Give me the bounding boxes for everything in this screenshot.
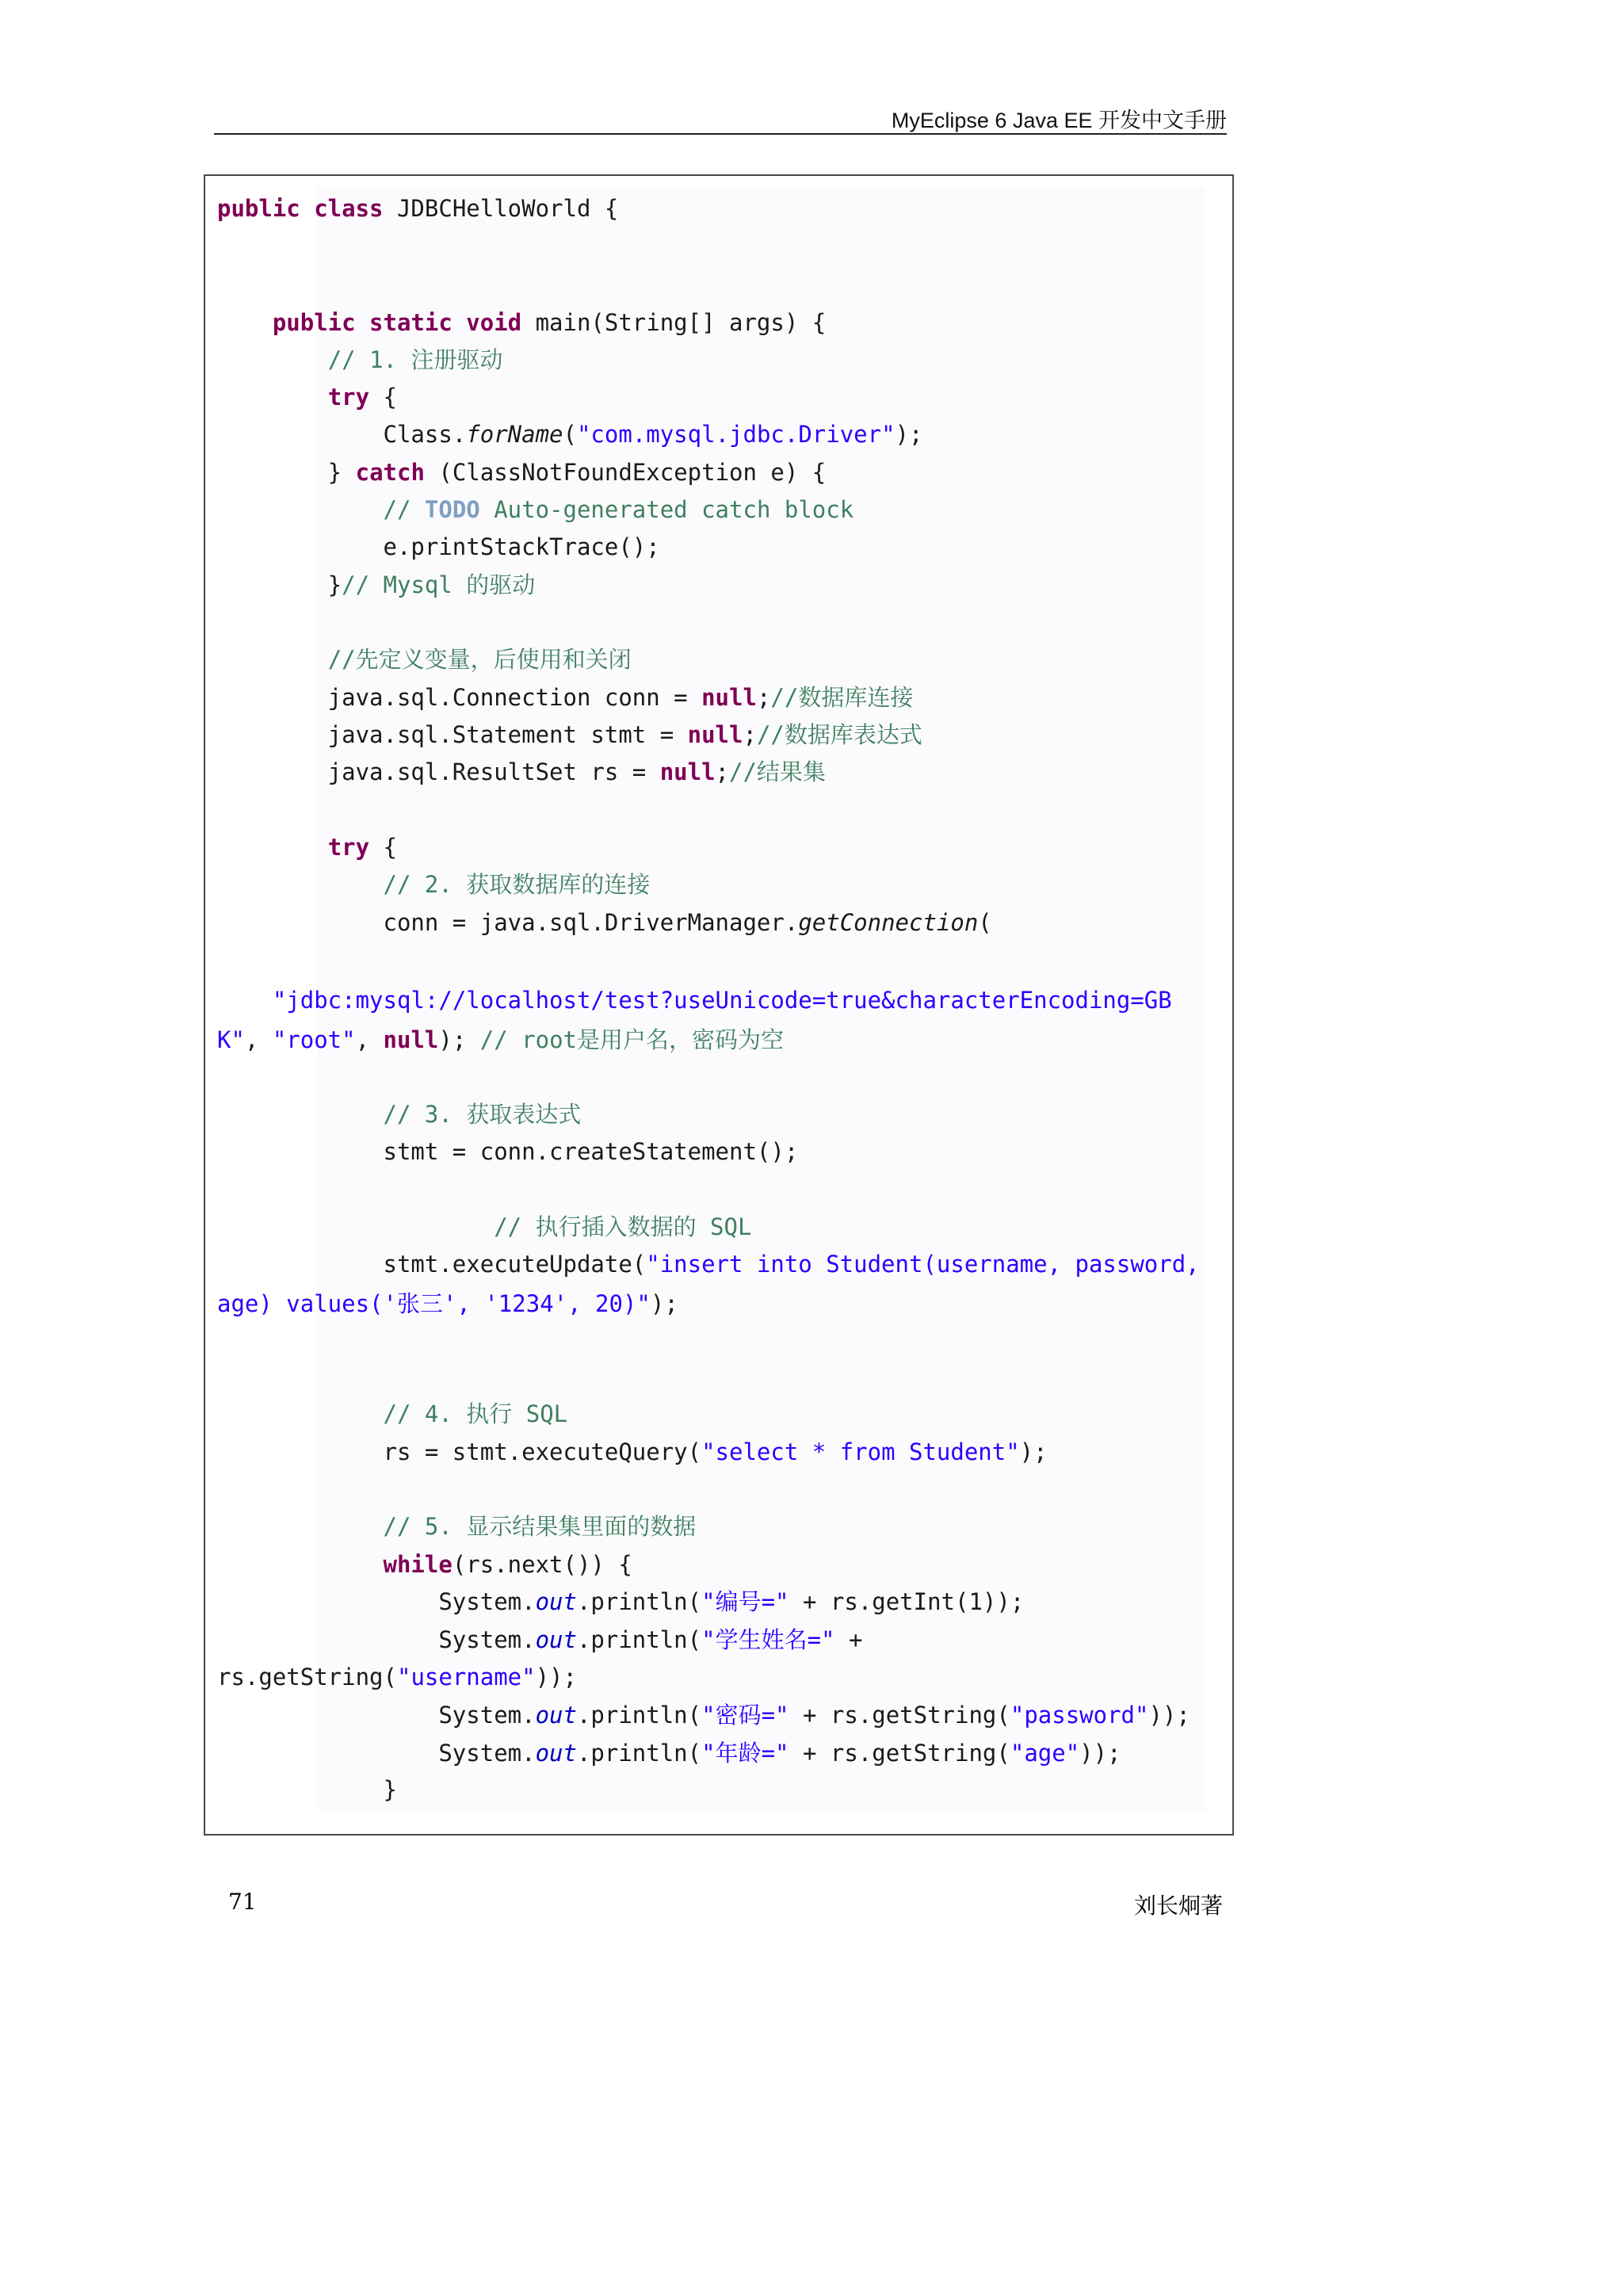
code-token: , xyxy=(244,1026,273,1053)
code-token: rs.getString( xyxy=(217,1664,397,1690)
page-number: 71 xyxy=(228,1889,257,1915)
code-token: public class xyxy=(217,195,384,222)
code-token xyxy=(217,1513,384,1540)
code-token: getConnection xyxy=(798,909,979,936)
code-token xyxy=(217,1400,384,1427)
code-line xyxy=(217,719,922,751)
code-token: e.printStackTrace(); xyxy=(217,533,660,560)
code-token: "年龄=" xyxy=(701,1740,789,1767)
code-token: + xyxy=(834,1626,863,1653)
code-line xyxy=(217,1549,632,1580)
code-token: ( xyxy=(978,909,992,936)
code-token: rs = stmt.executeQuery( xyxy=(217,1438,702,1465)
code-token: // 执行插入数据的 SQL xyxy=(494,1213,752,1240)
code-token: out xyxy=(535,1588,577,1615)
code-token: conn = java.sql.DriverManager. xyxy=(217,909,799,936)
code-token: "密码=" xyxy=(701,1702,789,1729)
code-token: ); xyxy=(650,1290,678,1317)
code-token: (rs.next()) { xyxy=(452,1551,632,1578)
code-token: out xyxy=(535,1702,577,1729)
code-token: null xyxy=(687,721,743,748)
code-token: //先定义变量，后使用和关闭 xyxy=(327,646,632,673)
code-token xyxy=(217,384,328,411)
code-line xyxy=(217,1398,567,1430)
code-token: // 2. 获取数据库的连接 xyxy=(383,871,651,898)
code-token: System. xyxy=(217,1626,536,1653)
code-line xyxy=(217,457,826,488)
code-token xyxy=(217,987,273,1014)
code-token: stmt = conn.createStatement(); xyxy=(217,1138,799,1165)
code-token: //结果集 xyxy=(729,758,826,785)
code-token xyxy=(217,834,328,861)
code-token: ( xyxy=(563,421,577,448)
code-token xyxy=(217,496,384,523)
code-token: K" xyxy=(217,1026,245,1053)
code-token: // 5. 显示结果集里面的数据 xyxy=(383,1513,697,1540)
code-token: "password" xyxy=(1010,1702,1149,1729)
code-line xyxy=(217,531,660,563)
code-token: while xyxy=(383,1551,453,1578)
code-token: ); xyxy=(438,1026,480,1053)
code-token xyxy=(217,871,384,898)
code-token: "学生姓名=" xyxy=(701,1626,835,1653)
code-line xyxy=(217,1211,751,1243)
code-token xyxy=(217,1551,384,1578)
code-line xyxy=(217,381,397,413)
code-token xyxy=(217,346,328,373)
code-line xyxy=(217,1624,862,1656)
code-token: Class. xyxy=(217,421,467,448)
code-token: System. xyxy=(217,1588,536,1615)
code-token: "select * from Student" xyxy=(701,1438,1020,1465)
code-token: (ClassNotFoundException e) { xyxy=(424,459,827,486)
code-token: main(String[] args) { xyxy=(521,309,827,336)
code-line xyxy=(217,869,650,900)
code-token: // 1. 注册驱动 xyxy=(327,346,503,373)
code-token: ; xyxy=(715,758,730,785)
code-token: //数据库连接 xyxy=(770,684,914,711)
code-token: out xyxy=(535,1626,577,1653)
code-token: )); xyxy=(535,1664,577,1690)
code-token: .println( xyxy=(576,1740,702,1767)
code-token: ; xyxy=(756,684,771,711)
code-token: null xyxy=(383,1026,439,1053)
code-token: "jdbc:mysql://localhost/test?useUnicode=true&characterEncoding=GB xyxy=(272,987,1172,1014)
code-token: } xyxy=(217,459,356,486)
code-token xyxy=(217,309,273,336)
code-token: "username" xyxy=(396,1664,536,1690)
code-line xyxy=(217,1436,1048,1468)
code-line xyxy=(217,1737,1121,1769)
code-token: java.sql.ResultSet rs = xyxy=(217,758,660,785)
code-line xyxy=(217,307,826,338)
code-token: java.sql.Statement stmt = xyxy=(217,721,688,748)
code-token: Auto-generated catch block xyxy=(479,496,854,523)
code-token: )); xyxy=(1079,1740,1121,1767)
code-token: + rs.getString( xyxy=(789,1740,1010,1767)
code-token: { xyxy=(369,834,397,861)
code-token: out xyxy=(535,1740,577,1767)
code-token: ); xyxy=(1019,1438,1048,1465)
code-line xyxy=(217,1288,678,1320)
code-token: + rs.getInt(1)); xyxy=(789,1588,1025,1615)
page-header: MyEclipse 6 Java EE 开发中文手册 xyxy=(891,109,1227,132)
code-token: { xyxy=(369,384,397,411)
code-token: "age" xyxy=(1010,1740,1080,1767)
code-token xyxy=(217,1213,494,1240)
code-token xyxy=(217,1101,384,1128)
code-token: null xyxy=(701,684,757,711)
code-token: stmt.executeUpdate( xyxy=(217,1251,647,1278)
code-token: .println( xyxy=(576,1702,702,1729)
code-line xyxy=(217,193,618,224)
code-line xyxy=(217,1248,1200,1280)
header-divider xyxy=(214,133,1227,135)
code-token: public static void xyxy=(272,309,522,336)
code-token: .println( xyxy=(576,1626,702,1653)
code-line xyxy=(217,1511,696,1542)
code-token: "com.mysql.jdbc.Driver" xyxy=(576,421,896,448)
code-line xyxy=(217,1586,1024,1618)
code-token: null xyxy=(659,758,716,785)
code-line xyxy=(217,1661,577,1693)
code-token: .println( xyxy=(576,1588,702,1615)
code-token: catch xyxy=(355,459,425,486)
code-line xyxy=(217,984,1172,1016)
code-token: // Mysql 的驱动 xyxy=(342,571,536,598)
code-token: try xyxy=(327,834,370,861)
code-line xyxy=(217,831,397,863)
code-line xyxy=(217,418,922,450)
author-credit: 刘长炯著 xyxy=(1133,1893,1223,1919)
code-token: System. xyxy=(217,1740,536,1767)
code-line xyxy=(217,907,992,938)
code-token: // root是用户名，密码为空 xyxy=(479,1026,784,1053)
code-token xyxy=(217,646,328,673)
code-line xyxy=(217,344,502,376)
code-token: try xyxy=(327,384,370,411)
code-line xyxy=(217,756,826,788)
code-token: // 3. 获取表达式 xyxy=(383,1101,582,1128)
code-token: + rs.getString( xyxy=(789,1702,1010,1729)
code-token: System. xyxy=(217,1702,536,1729)
code-line xyxy=(217,1136,798,1167)
code-token: "编号=" xyxy=(701,1588,789,1615)
code-token: // xyxy=(383,496,425,523)
code-token: forName xyxy=(466,421,563,448)
code-token: "root" xyxy=(272,1026,356,1053)
code-line xyxy=(217,682,913,713)
code-token: } xyxy=(217,1776,397,1803)
code-line xyxy=(217,1098,581,1130)
code-token: JDBCHelloWorld { xyxy=(383,195,619,222)
code-line xyxy=(217,1699,1190,1731)
code-line xyxy=(217,569,535,601)
code-token: "insert into Student(username, password, xyxy=(646,1251,1200,1278)
code-token: // 4. 执行 SQL xyxy=(383,1400,568,1427)
code-token: } xyxy=(217,571,342,598)
code-line xyxy=(217,1774,397,1805)
code-token: , xyxy=(355,1026,384,1053)
code-token: ); xyxy=(895,421,923,448)
code-token: ; xyxy=(743,721,757,748)
code-line xyxy=(217,644,632,675)
code-token: //数据库表达式 xyxy=(756,721,922,748)
code-line xyxy=(217,1024,784,1056)
code-token: age) values('张三', '1234', 20)" xyxy=(217,1290,651,1317)
code-token: TODO xyxy=(424,496,480,523)
code-token: )); xyxy=(1148,1702,1190,1729)
code-line xyxy=(217,494,854,525)
code-token: java.sql.Connection conn = xyxy=(217,684,702,711)
